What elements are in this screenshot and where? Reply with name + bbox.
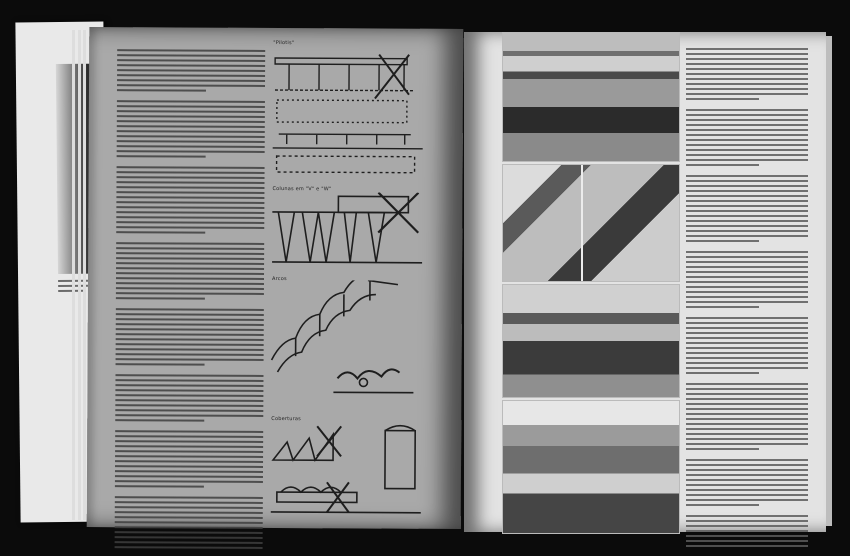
text-line: [116, 231, 205, 233]
text-line: [116, 348, 264, 351]
text-line: [116, 181, 264, 184]
photo-v-columns: [502, 164, 680, 282]
text-line: [116, 262, 264, 265]
text-line: [686, 393, 808, 395]
text-line: [115, 541, 263, 544]
text-line: [115, 404, 263, 407]
text-line: [116, 272, 264, 275]
text-line: [115, 394, 263, 397]
text-line: [116, 201, 264, 204]
text-line: [115, 475, 263, 478]
text-line: [115, 506, 263, 509]
text-line: [115, 450, 263, 453]
text-line: [686, 119, 808, 121]
text-line: [115, 374, 263, 377]
text-line: [686, 403, 808, 405]
text-line: [686, 342, 808, 344]
left-page: [87, 27, 464, 529]
text-line: [686, 281, 808, 283]
text-line: [686, 372, 759, 374]
page-edge: [72, 30, 75, 520]
text-line: [686, 448, 759, 450]
text-line: [686, 433, 808, 435]
text-line: [686, 271, 808, 273]
text-line: [686, 423, 808, 425]
text-line: [117, 74, 265, 77]
left-text-column: [115, 49, 266, 552]
text-line: [686, 266, 808, 268]
text-line: [116, 242, 264, 245]
text-line: [686, 362, 808, 364]
text-line: [117, 145, 265, 148]
text-line: [686, 144, 808, 146]
text-line: [116, 323, 264, 326]
text-line: [686, 215, 808, 217]
text-line: [116, 333, 264, 336]
text-line: [115, 516, 263, 519]
caption-arcos: Arcos: [271, 275, 287, 283]
text-line: [686, 240, 759, 242]
text-line: [686, 48, 808, 50]
text-line: [686, 301, 808, 303]
text-line: [115, 465, 263, 468]
text-line: [686, 159, 808, 161]
page-edge: [83, 30, 86, 520]
text-line: [117, 110, 265, 113]
text-line: [115, 414, 263, 417]
text-line: [116, 318, 264, 321]
text-line: [117, 100, 265, 103]
text-line: [686, 235, 808, 237]
text-line: [115, 430, 263, 433]
text-line: [117, 155, 206, 157]
text-line: [115, 536, 263, 539]
text-line: [686, 154, 808, 156]
text-line: [686, 494, 808, 496]
text-line: [686, 109, 808, 111]
text-line: [117, 120, 265, 123]
text-line: [116, 186, 264, 189]
text-line: [115, 379, 263, 382]
text-line: [117, 64, 265, 67]
text-line: [686, 88, 808, 90]
text-line: [686, 200, 808, 202]
text-line: [117, 176, 265, 179]
text-line: [116, 353, 264, 356]
text-line: [686, 68, 808, 70]
text-line: [686, 383, 808, 385]
text-line: [117, 69, 265, 72]
text-line: [686, 367, 808, 369]
text-line: [686, 469, 808, 471]
text-line: [117, 89, 206, 91]
text-line: [116, 267, 264, 270]
text-line: [686, 535, 808, 537]
text-line: [686, 129, 808, 131]
text-line: [686, 149, 808, 151]
text-line: [116, 221, 264, 224]
text-line: [117, 166, 265, 169]
sketch-pilotis: [269, 48, 430, 179]
text-line: [117, 125, 265, 128]
photo-town-rooftops: [502, 400, 680, 534]
text-line: [116, 226, 264, 229]
text-line: [116, 358, 264, 361]
text-line: [686, 190, 808, 192]
text-line: [686, 291, 808, 293]
text-line: [686, 525, 808, 527]
text-line: [686, 388, 808, 390]
text-line: [686, 53, 808, 55]
text-line: [686, 124, 808, 126]
text-line: [686, 251, 808, 253]
text-line: [686, 530, 808, 532]
text-line: [115, 440, 263, 443]
text-line: [686, 443, 808, 445]
text-line: [686, 114, 808, 116]
text-line: [686, 286, 808, 288]
text-line: [686, 230, 808, 232]
text-line: [686, 261, 808, 263]
text-line: [115, 384, 263, 387]
text-line: [686, 352, 808, 354]
text-line: [117, 140, 265, 143]
photo-w-columns: [502, 284, 680, 398]
text-line: [115, 419, 204, 421]
text-line: [115, 455, 263, 458]
text-line: [686, 78, 808, 80]
text-line: [115, 496, 263, 499]
text-line: [117, 171, 265, 174]
text-line: [116, 252, 264, 255]
text-line: [686, 73, 808, 75]
text-line: [686, 357, 808, 359]
text-line: [686, 464, 808, 466]
text-line: [116, 247, 264, 250]
text-line: [686, 438, 808, 440]
text-line: [686, 515, 808, 517]
text-line: [686, 540, 808, 542]
text-line: [116, 338, 264, 341]
sketch-coberturas: [267, 420, 428, 521]
text-line: [686, 220, 808, 222]
text-line: [686, 504, 759, 506]
text-line: [117, 135, 265, 138]
text-line: [116, 297, 205, 299]
text-line: [686, 347, 808, 349]
text-line: [115, 399, 263, 402]
text-line: [116, 308, 264, 311]
text-line: [686, 83, 808, 85]
text-line: [686, 545, 808, 547]
right-page: [464, 32, 826, 532]
text-line: [686, 398, 808, 400]
text-line: [686, 413, 808, 415]
text-line: [686, 63, 808, 65]
text-line: [115, 389, 263, 392]
text-line: [686, 459, 808, 461]
text-line: [686, 225, 808, 227]
page-edge: [78, 30, 81, 520]
text-line: [686, 317, 808, 319]
text-line: [686, 306, 759, 308]
text-line: [115, 511, 263, 514]
text-line: [116, 211, 264, 214]
text-line: [686, 58, 808, 60]
text-line: [686, 322, 808, 324]
text-line: [115, 485, 204, 487]
text-line: [115, 435, 263, 438]
sketch-arcos: [267, 280, 428, 401]
text-line: [116, 216, 264, 219]
text-line: [115, 445, 263, 448]
text-line: [117, 150, 265, 153]
sketch-colunas: [268, 192, 428, 273]
text-line: [116, 282, 264, 285]
text-line: [686, 489, 808, 491]
text-line: [686, 210, 808, 212]
text-line: [115, 531, 263, 534]
text-line: [686, 499, 808, 501]
text-line: [117, 59, 265, 62]
text-line: [117, 79, 265, 82]
text-line: [686, 408, 808, 410]
text-line: [686, 256, 808, 258]
text-line: [115, 526, 263, 529]
text-line: [686, 296, 808, 298]
text-line: [686, 484, 808, 486]
text-line: [686, 332, 808, 334]
text-line: [117, 84, 265, 87]
text-line: [686, 276, 808, 278]
text-line: [117, 105, 265, 108]
text-line: [686, 185, 808, 187]
text-line: [116, 292, 264, 295]
text-line: [686, 337, 808, 339]
text-line: [686, 139, 808, 141]
text-line: [116, 196, 264, 199]
text-line: [116, 343, 264, 346]
caption-colunas: Colunas em "V" e "W": [272, 185, 332, 193]
text-line: [686, 195, 808, 197]
text-line: [117, 54, 265, 57]
text-line: [686, 175, 808, 177]
text-line: [686, 98, 759, 100]
text-line: [115, 521, 263, 524]
text-line: [116, 191, 264, 194]
text-line: [686, 428, 808, 430]
text-line: [115, 501, 263, 504]
caption-pilotis: "Pilotis": [273, 39, 295, 47]
text-line: [686, 418, 808, 420]
text-line: [116, 313, 264, 316]
right-page-edge: [826, 36, 832, 526]
text-line: [115, 470, 263, 473]
text-line: [115, 460, 263, 463]
text-line: [115, 480, 263, 483]
text-line: [686, 134, 808, 136]
text-line: [117, 130, 265, 133]
caption-coberturas: Coberturas: [271, 415, 301, 423]
text-line: [116, 328, 264, 331]
photo-building-pilotis: [502, 32, 680, 162]
text-line: [115, 546, 263, 549]
text-line: [116, 277, 264, 280]
text-line: [116, 206, 264, 209]
text-line: [686, 327, 808, 329]
text-line: [686, 180, 808, 182]
text-line: [686, 474, 808, 476]
text-line: [116, 287, 264, 290]
text-line: [686, 479, 808, 481]
text-line: [686, 93, 808, 95]
text-line: [686, 164, 759, 166]
text-line: [115, 409, 263, 412]
text-line: [686, 205, 808, 207]
text-line: [116, 363, 205, 365]
text-line: [117, 49, 265, 52]
text-line: [686, 520, 808, 522]
text-line: [116, 257, 264, 260]
right-text-column: [686, 48, 808, 550]
text-line: [117, 115, 265, 118]
